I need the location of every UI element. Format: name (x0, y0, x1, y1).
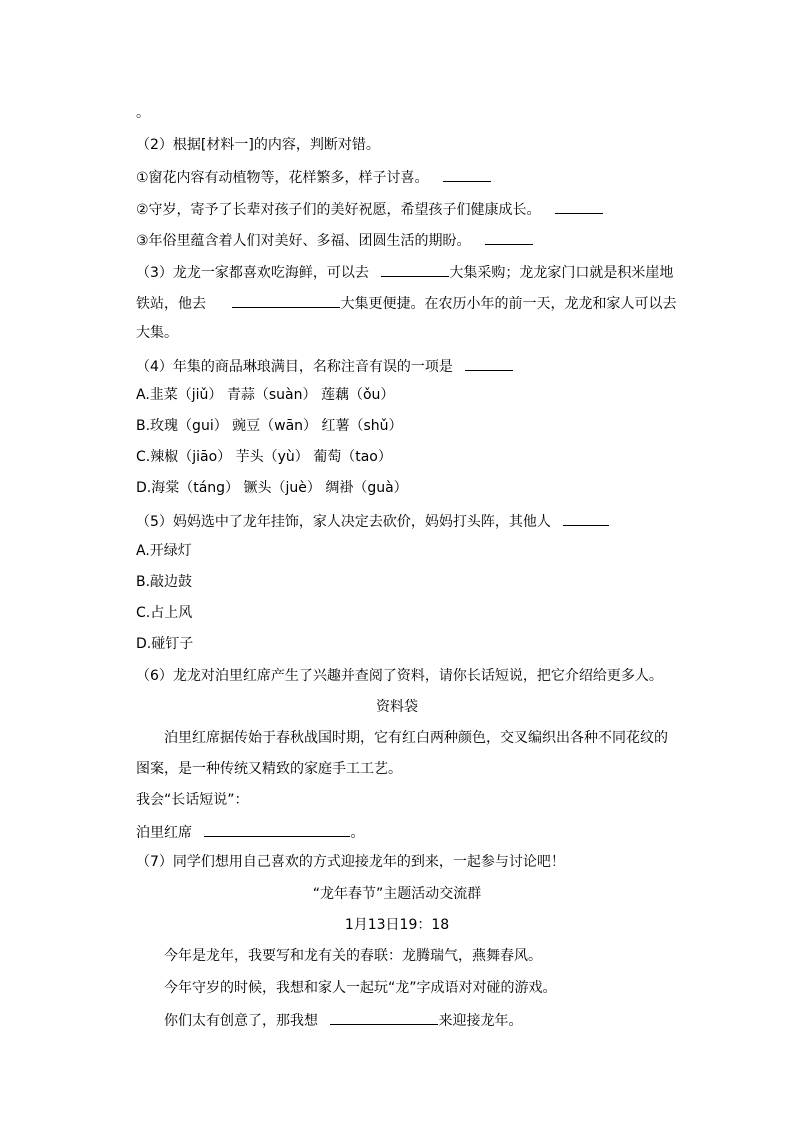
q3-text-1a: （3）龙龙一家都喜欢吃海鲜，可以去 (136, 265, 369, 281)
q2-item-3-text: ③年俗里蕴含着人们对美好、多福、团圆生活的期盼。 (136, 233, 471, 249)
q6-answer-suffix: 。 (350, 825, 365, 841)
q2-item-2-text: ②守岁，寄予了长辈对孩子们的美好祝愿，希望孩子们健康成长。 (136, 202, 541, 218)
q4-option-a[interactable]: A.韭菜（jiǔ） 青蒜（suàn） 莲藕（ǒu） (136, 387, 395, 403)
q4-option-b[interactable]: B.玫瑰（gui） 豌豆（wān） 红薯（shǔ） (136, 418, 403, 434)
q7-time: 1月13日19：18 (344, 917, 450, 933)
q2-answer-1-blank[interactable] (443, 167, 491, 182)
q4-prompt-text: （4）年集的商品琳琅满目，名称注音有误的一项是 (136, 359, 453, 375)
q5-prompt-text: （5）妈妈选中了龙年挂饰，家人决定去砍价，妈妈打头阵，其他人 (136, 514, 551, 530)
q3-blank-2[interactable] (232, 293, 340, 308)
q6-answer-prefix: 泊里红席 (136, 825, 192, 841)
q6-lead: 我会“长话短说”： (136, 792, 249, 808)
q2-item-2 (136, 199, 603, 217)
q7-reply-b: 来迎接龙年。 (438, 1013, 523, 1029)
q3-line-2 (136, 293, 676, 311)
q2-answer-3-blank[interactable] (485, 230, 533, 245)
q7-message-1: 今年是龙年，我要写和龙有关的春联：龙腾瑞气，燕舞春风。 (164, 948, 542, 964)
q6-prompt: （6）龙龙对泊里红席产生了兴趣并查阅了资料，请你长话短说，把它介绍给更多人。 (136, 668, 663, 684)
q5-option-c[interactable]: C.占上风 (136, 605, 193, 621)
q3-text-2a: 铁站，他去 (136, 296, 206, 312)
q3-line-3: 大集。 (136, 325, 178, 341)
q2-item-1-text: ①窗花内容有动植物等，花样繁多，样子讨喜。 (136, 170, 429, 186)
q7-group-title: “龙年春节”主题活动交流群 (312, 886, 482, 902)
q4-prompt (136, 356, 513, 374)
q6-box-line-1: 泊里红席据传始于春秋战国时期，它有红白两种颜色，交叉编织出各种不同花纹的 (164, 730, 668, 746)
q6-box-title: 资料袋 (376, 699, 418, 715)
q2-item-3 (136, 230, 533, 248)
q4-answer-blank[interactable] (465, 356, 513, 371)
q2-prompt: （2）根据[材料一]的内容，判断对错。 (136, 137, 380, 153)
q7-reply-a: 你们太有创意了，那我想 (164, 1013, 318, 1029)
q5-answer-blank[interactable] (563, 511, 609, 526)
q3-text-2b: 大集更便捷。在农历小年的前一天，龙龙和家人可以去 (340, 296, 677, 312)
q6-answer-blank[interactable] (204, 822, 350, 837)
q2-item-1 (136, 167, 491, 185)
q6-answer (136, 822, 364, 840)
q3-text-1b: 大集采购；龙龙家门口就是积米崖地 (449, 265, 674, 281)
top-mark: 。 (136, 105, 150, 121)
q7-reply (136, 1010, 522, 1028)
q4-option-d[interactable]: D.海棠（táng） 镢头（juè） 绸褂（guà） (136, 480, 408, 496)
q7-message-2: 今年守岁的时候，我想和家人一起玩“龙”字成语对对碰的游戏。 (164, 980, 557, 996)
q7-prompt: （7）同学们想用自己喜欢的方式迎接龙年的到来，一起参与讨论吧！ (136, 854, 565, 870)
q7-answer-blank[interactable] (330, 1010, 438, 1025)
q4-option-c[interactable]: C.辣椒（jiāo） 芋头（yù） 葡萄（tao） (136, 449, 392, 465)
q5-option-d[interactable]: D.碰钉子 (136, 636, 194, 652)
q5-prompt (136, 511, 609, 529)
q3-line-1 (136, 262, 673, 280)
q5-option-a[interactable]: A.开绿灯 (136, 543, 192, 559)
q2-answer-2-blank[interactable] (555, 199, 603, 214)
q5-option-b[interactable]: B.敲边鼓 (136, 574, 193, 590)
q3-blank-1[interactable] (381, 262, 449, 277)
q6-box-line-2: 图案，是一种传统又精致的家庭手工工艺。 (136, 761, 402, 777)
